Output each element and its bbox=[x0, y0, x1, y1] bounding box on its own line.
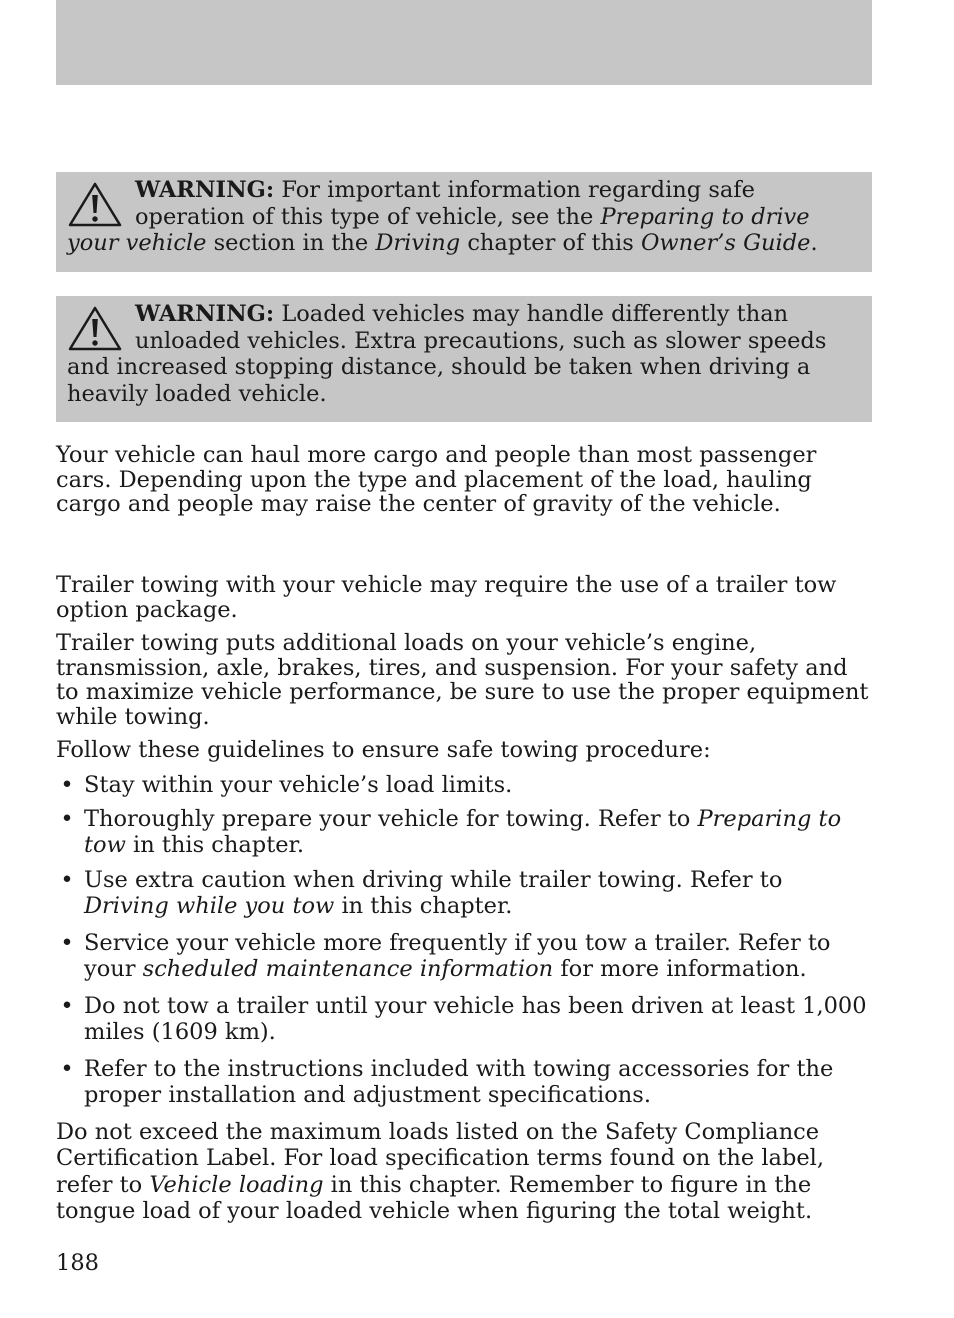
warning-title: WARNING: bbox=[135, 301, 275, 327]
paragraph-text: Do not exceed the maximum loads listed on the Safety Compliance Certification Label. For load specification terms found on the label, refer to bbox=[56, 1119, 825, 1198]
paragraph-additional-loads: Trailer towing puts additional loads on your vehicle’s engine, transmission, axle, brakes, tires, and suspension. For your safety and to maximize vehicle performance, be sure to use the proper equipment while towing. bbox=[56, 630, 869, 730]
header-bar bbox=[56, 0, 872, 85]
bullet-text: Do not tow a trailer until your vehicle has been driven at least 1,000 miles (1609 km). bbox=[84, 993, 867, 1045]
warning-box-loaded-vehicles bbox=[56, 296, 872, 422]
warning-text: section in the bbox=[206, 230, 376, 256]
bullet-dot: • bbox=[60, 930, 74, 956]
bullet-dot: • bbox=[60, 772, 74, 798]
bullet-text: Use extra caution when driving while trailer towing. Refer to bbox=[84, 867, 783, 893]
warning-triangle-icon bbox=[67, 181, 123, 229]
paragraph-haul-cargo: Your vehicle can haul more cargo and people than most passenger cars. Depending upon the type and placement of the load, hauling cargo and people may raise the center of gravity of the vehicle. bbox=[56, 442, 817, 517]
paragraph-guidelines: Follow these guidelines to ensure safe towing procedure: bbox=[56, 737, 711, 763]
warning-text: . bbox=[810, 230, 818, 256]
warning-title: WARNING: bbox=[135, 177, 275, 203]
bullet-text: Stay within your vehicle’s load limits. bbox=[84, 772, 513, 798]
page-number: 188 bbox=[56, 1250, 99, 1276]
bullet-reference: Preparing to tow bbox=[84, 806, 842, 858]
warning-ref-chapter: Driving bbox=[375, 230, 461, 256]
paragraph-maximum-loads bbox=[56, 1119, 872, 1224]
paragraph-reference: Vehicle loading bbox=[149, 1171, 324, 1198]
warning-ref-section: Preparing to drive your vehicle bbox=[67, 203, 810, 256]
bullet-text: Refer to the instructions included with towing accessories for the proper installation and adjustment specifications. bbox=[84, 1056, 834, 1108]
bullet-dot: • bbox=[60, 867, 74, 893]
bullet-text: Thoroughly prepare your vehicle for towing. Refer to bbox=[84, 806, 698, 832]
bullet-text: in this chapter. bbox=[334, 893, 513, 919]
bullet-dot: • bbox=[60, 806, 74, 832]
bullet-reference: Driving while you tow bbox=[84, 893, 335, 919]
paragraph-text: in this chapter. Remember to figure in the tongue load of your loaded vehicle when figuring the total weight. bbox=[56, 1171, 813, 1224]
warning-box-safe-operation bbox=[56, 172, 872, 272]
warning-text: Loaded vehicles may handle differently than unloaded vehicles. Extra precautions, such as slower speeds and increased stopping distance, should be taken when driving a heavily loaded vehicle. bbox=[67, 301, 827, 407]
warning-ref-guide: Owner’s Guide bbox=[640, 230, 811, 256]
bullet-text: in this chapter. bbox=[125, 832, 304, 858]
warning-triangle-icon bbox=[67, 305, 123, 353]
paragraph-towing-option: Trailer towing with your vehicle may require the use of a trailer tow option package. bbox=[56, 572, 837, 623]
bullet-text: for more information. bbox=[553, 956, 807, 982]
warning-text: chapter of this bbox=[460, 230, 641, 256]
bullet-dot: • bbox=[60, 1056, 74, 1082]
bullet-text: Service your vehicle more frequently if you tow a trailer. Refer to your bbox=[84, 930, 831, 982]
warning-text: For important information regarding safe operation of this type of vehicle, see the bbox=[135, 177, 755, 230]
bullet-reference: scheduled maintenance information bbox=[142, 956, 554, 982]
bullet-dot: • bbox=[60, 993, 74, 1019]
